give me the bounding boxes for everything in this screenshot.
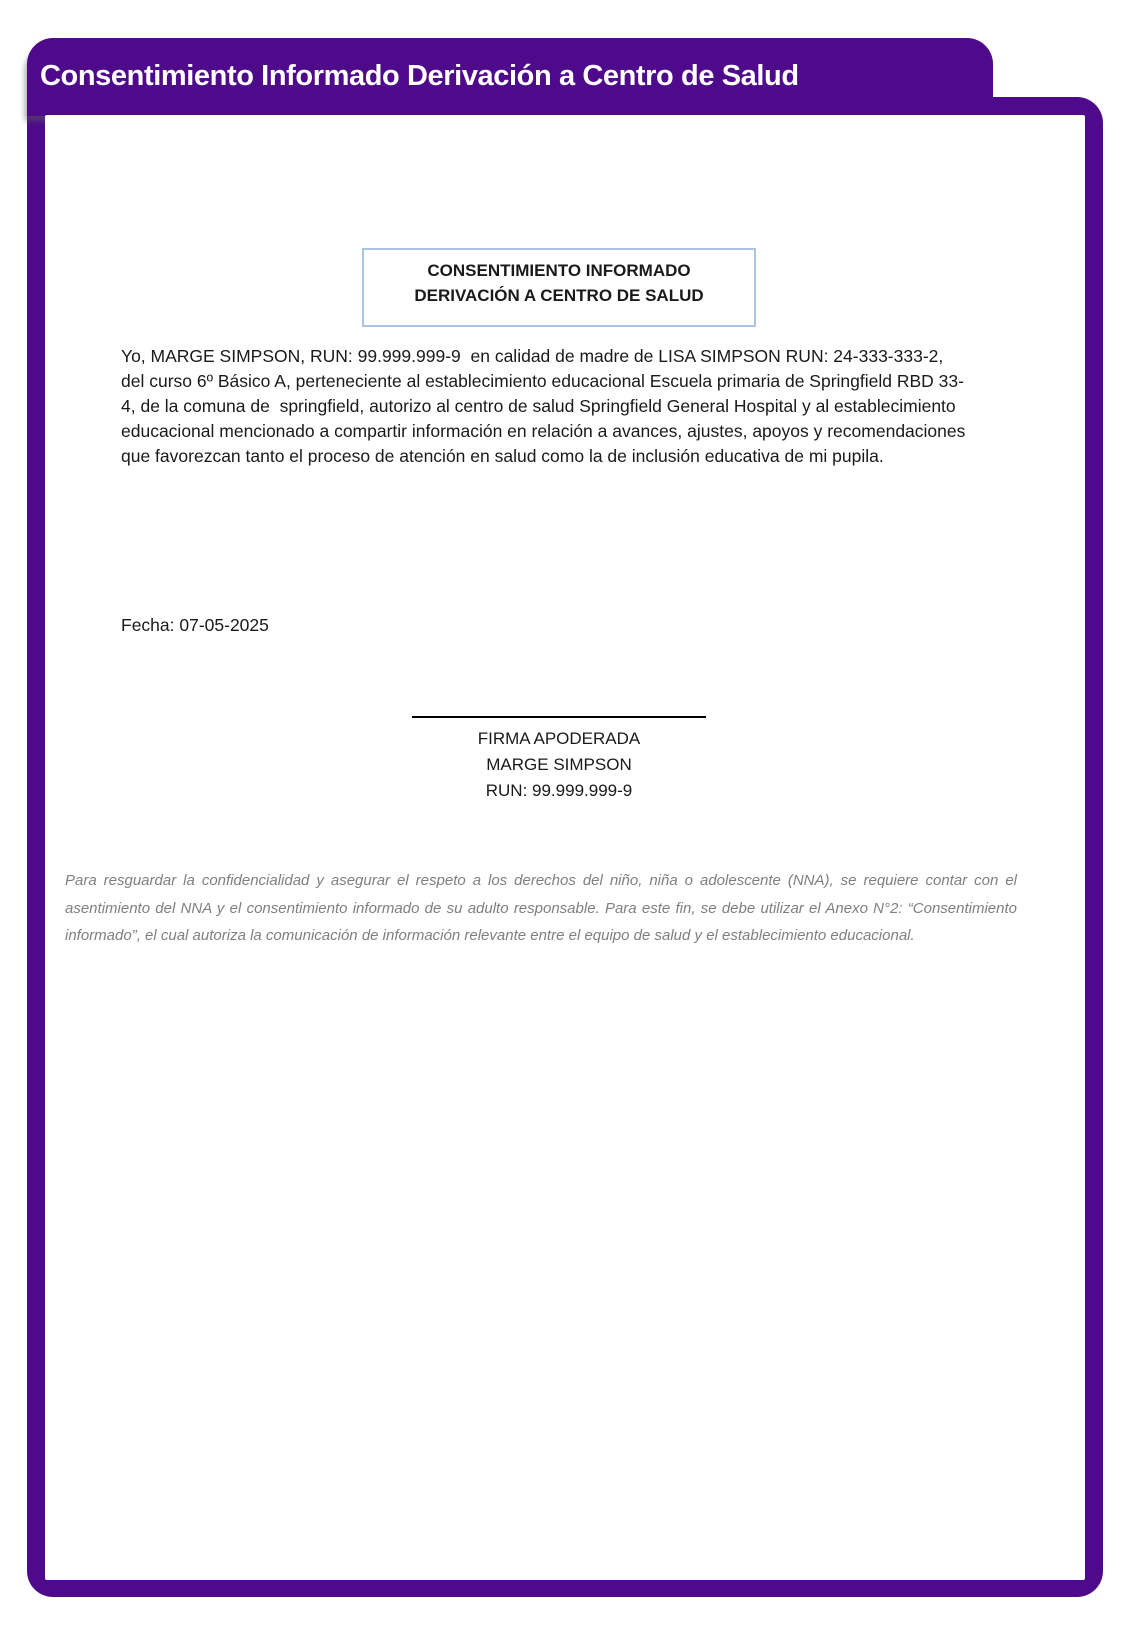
title-box-line1: CONSENTIMIENTO INFORMADO bbox=[427, 261, 691, 280]
signature-run: RUN: 99.999.999-9 bbox=[485, 781, 633, 800]
page-title: Consentimiento Informado Derivación a Centro de Salud bbox=[40, 59, 799, 92]
signature-block bbox=[412, 716, 706, 804]
title-box-line2: DERIVACIÓN A CENTRO DE SALUD bbox=[414, 286, 704, 305]
signature-line bbox=[412, 716, 706, 718]
signature-name: MARGE SIMPSON bbox=[486, 755, 632, 774]
date-line: Fecha: 07-05-2025 bbox=[121, 615, 269, 635]
footnote: Para resguardar la confidencialidad y asegurar el respeto a los derechos del niño, niña o adolescente (NNA), se requiere contar con el asentimiento del NNA y el consentimiento informado de su adulto responsable. Para este fin, se debe utilizar el Anexo N°2: “Consentimiento informado”, el cual autoriza la comunicación de información relevante entre el equipo de salud y el establecimiento educacional. bbox=[65, 872, 1017, 944]
consent-paragraph: Yo, MARGE SIMPSON, RUN: 99.999.999-9 en calidad de madre de LISA SIMPSON RUN: 24-333-333-2, del curso 6º Básico A, perteneciente al establecimiento educacional Escuela primaria de Springfield RBD 33-4, de la comuna de springfield, autorizo al centro de salud Springfield General Hospital y al establecimiento educacional mencionado a compartir información en relación a avances, ajustes, apoyos y recomendaciones que favorezcan tanto el proceso de atención en salud como la de inclusión educativa de mi pupila. bbox=[121, 346, 971, 466]
signature-caption: FIRMA APODERADA bbox=[477, 729, 641, 748]
header-bar bbox=[27, 38, 993, 116]
document-page bbox=[45, 115, 1085, 1580]
title-box bbox=[362, 248, 756, 327]
